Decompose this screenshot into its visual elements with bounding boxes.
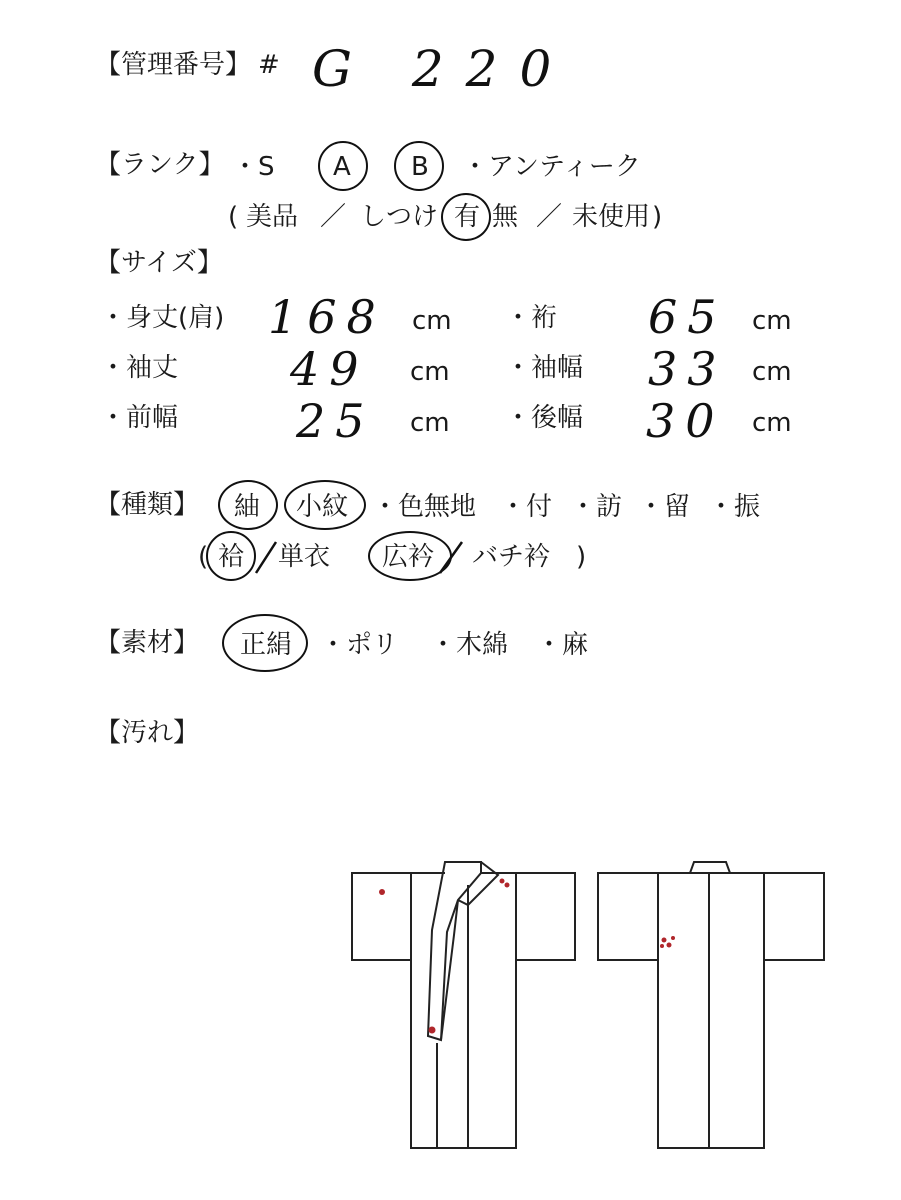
size-maehaba-label: ・前幅 xyxy=(100,403,179,433)
kind-paren-open: ( xyxy=(198,542,209,572)
size-mitake-label: ・身丈(肩) xyxy=(100,303,225,333)
size-yuki-value: 65 xyxy=(648,290,727,344)
rank-sub-ari: 有 xyxy=(454,202,481,232)
material-asa: ・麻 xyxy=(536,630,589,660)
kind-hitoe: 単衣 xyxy=(278,542,331,572)
rank-option-a: A xyxy=(333,152,351,182)
rank-sub-mishiyou: 未使用 xyxy=(572,202,651,232)
id-value: G 220 xyxy=(312,40,574,98)
kind-awase: 袷 xyxy=(218,542,245,572)
rank-sub-slash: ／ xyxy=(320,202,347,232)
rank-option-antique: ・アンティーク xyxy=(462,152,641,182)
rank-sub-shitsuke: しつけ xyxy=(360,202,439,232)
kind-iromuji: ・色無地 xyxy=(372,492,477,522)
size-sodetake-value: 49 xyxy=(290,342,369,396)
material-shouken: 正絹 xyxy=(240,630,293,660)
kimono-back-figure xyxy=(598,862,824,1148)
size-mitake-value: 168 xyxy=(268,290,386,344)
kind-tsumugi: 紬 xyxy=(234,492,261,522)
size-yuki-unit: cm xyxy=(752,306,792,336)
kind-label: 【種類】 xyxy=(95,490,200,520)
material-label: 【素材】 xyxy=(95,628,200,658)
rank-option-s: ・S xyxy=(232,152,275,182)
material-momen: ・木綿 xyxy=(430,630,509,660)
rank-sub-slash: ／ xyxy=(536,202,563,232)
rank-sub-bihin: 美品 xyxy=(246,202,299,232)
rank-sub-open: ( xyxy=(228,202,239,232)
size-atohaba-value: 30 xyxy=(646,394,725,448)
size-mitake-unit: cm xyxy=(412,306,452,336)
rank-sub-close: ) xyxy=(652,202,663,232)
kind-paren-close: ) xyxy=(576,542,587,572)
size-maehaba-value: 25 xyxy=(296,394,375,448)
stain-label: 【汚れ】 xyxy=(95,718,200,748)
size-sodehaba-label: ・袖幅 xyxy=(505,353,584,383)
size-label: 【サイズ】 xyxy=(95,248,223,278)
id-hash: # xyxy=(258,50,280,80)
kind-houmon: ・訪 xyxy=(570,492,623,522)
material-poly: ・ポリ xyxy=(320,630,399,660)
size-sodehaba-value: 33 xyxy=(648,342,727,396)
kind-komon: 小紋 xyxy=(296,492,349,522)
size-sodetake-label: ・袖丈 xyxy=(100,353,179,383)
kind-furi: ・振 xyxy=(708,492,761,522)
rank-option-b: B xyxy=(411,152,429,182)
kind-tome: ・留 xyxy=(638,492,691,522)
rank-label: 【ランク】 xyxy=(95,150,225,180)
kimono-front-figure xyxy=(352,862,575,1148)
size-atohaba-label: ・後幅 xyxy=(505,403,584,433)
kind-bachieri: バチ衿 xyxy=(472,542,551,572)
kind-tsuke: ・付 xyxy=(500,492,553,522)
size-yuki-label: ・裄 xyxy=(505,303,558,333)
size-maehaba-unit: cm xyxy=(410,408,450,438)
stain-marks xyxy=(379,879,675,1034)
size-sodetake-unit: cm xyxy=(410,357,450,387)
rank-sub-nashi: 無 xyxy=(492,202,519,232)
size-atohaba-unit: cm xyxy=(752,408,792,438)
size-sodehaba-unit: cm xyxy=(752,357,792,387)
kind-hiroeri: 広衿 xyxy=(382,542,435,572)
id-label: 【管理番号】 xyxy=(95,50,252,80)
